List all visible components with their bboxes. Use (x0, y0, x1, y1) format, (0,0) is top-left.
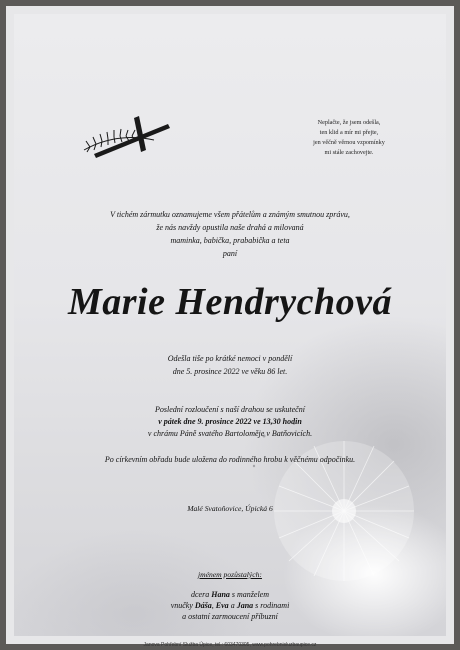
survivor-name: Hana (211, 590, 230, 599)
funeral-service-footer: Janova Pohřební Služba Úpice, tel.: 603470305, www.pohrebnisluzbaupice.cz (143, 642, 317, 648)
obituary-sheet (14, 14, 446, 648)
funeral-details (14, 404, 446, 440)
death-line: Odešla tiše po krátké nemoci v pondělí (167, 354, 293, 363)
funeral-date: v pátek dne 9. prosince 2022 ve 13,30 hodin (158, 417, 302, 426)
poem-line: Neplačte, že jsem odešla, (317, 119, 381, 126)
survivor-name: Eva (215, 601, 229, 610)
intro-line: paní (222, 249, 238, 258)
deceased-name: Marie Hendrychová (67, 281, 393, 323)
survivor-name: Dáša (194, 601, 212, 610)
intro-line: V tichém zármutku oznamujeme všem přátelům a známým smutnou zprávu, (110, 210, 350, 219)
survivors-list (14, 589, 446, 622)
survivor-name: Jana (236, 601, 254, 610)
poem-line: jen věčně věrnou vzpomínky (313, 139, 385, 146)
poem-line: mi stále zachovejte. (324, 149, 374, 156)
funeral-line: Poslední rozloučení s naší drahou se uskuteční (155, 405, 305, 414)
death-line: dne 5. prosince 2022 ve věku 86 let. (172, 367, 288, 376)
poem (279, 118, 419, 158)
death-notice (14, 352, 446, 378)
burial-note: Po církevním obřadu bude uložena do rodinného hrobu k věčnému odpočinku. (104, 455, 356, 464)
survivors-heading: jménem pozůstalých: (198, 570, 262, 579)
poem-line: ten klid a mír mi přejte, (319, 129, 379, 136)
cross-with-palm-icon (76, 110, 186, 170)
family-address: Malé Svatoňovice, Úpická 6 (187, 504, 273, 513)
intro-line: že nás navždy opustila naše drahá a milovaná (156, 223, 304, 232)
announcement-intro (14, 208, 446, 260)
page-frame (6, 6, 454, 648)
survivor-line: dcera Hana s manželem (191, 590, 269, 599)
intro-line: maminka, babička, prababička a teta (170, 236, 290, 245)
funeral-place: v chrámu Páně svatého Bartoloměje v Batňovicích. (147, 429, 313, 438)
survivor-line: vnučky Dáša, Eva a Jana s rodinami (170, 601, 290, 610)
survivor-line: a ostatní zarmoucení příbuzní (182, 612, 278, 621)
